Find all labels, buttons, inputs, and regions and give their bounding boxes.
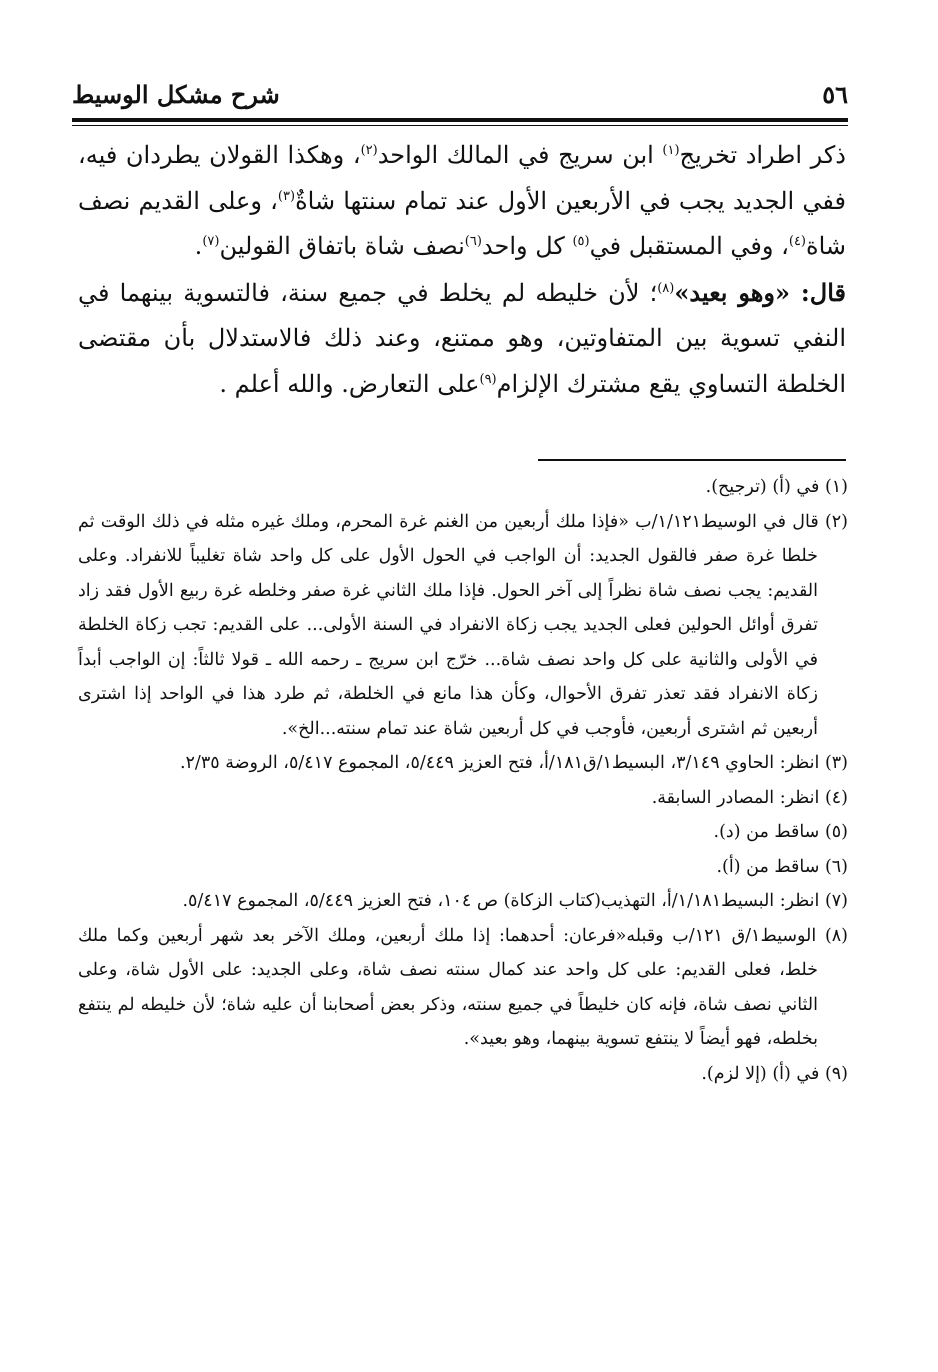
footnote-ref-7: (٧) [202,234,220,249]
header-rule-thick [72,118,848,122]
footnote-ref-9: (٩) [479,371,497,387]
footnote-6: (٦) ساقط من (أ). [716,856,848,877]
footnote-ref-8: (٨) [657,280,675,296]
footnote-3: (٣) انظر: الحاوي ٣/١٤٩، البسيط١/ق١٨١/أ، فتح العزيز ٥/٤٤٩، المجموع ٥/٤١٧، الروضة ٢/٣٥. [179,753,848,773]
footnote-1: (١) في (أ) (ترجيح). [705,477,848,497]
quote-lead: قال: «وهو بعيد» [674,277,846,307]
footnotes [78,470,848,1091]
footnote-ref-4: (٤) [788,234,806,249]
paragraph-1: ذكر اطراد تخريج$^{(١)}$ ابن سريج في المالك الواحد$^{(٢)}$، وهكذا القولان يطردان فيه، ففي الجديد يجب في الأربعين الأول عند تمام سنتها شاةٌ$^{(٣)}$، وعلى القديم نصف شاة$^{(٤)}$، وفي المستقبل في$^{(٥)}$ كل واحد$^{(٦)}$نصف شاة باتفاق القولين$^{(٧)}$. [78,141,846,260]
footnote-7: (٧) انظر: البسيط١/١٨١/أ، التهذيب(كتاب الزكاة) ص ١٠٤، فتح العزيز ٥/٤٤٩، المجموع ٥/٤١٧. [182,891,848,911]
footnote-separator [538,459,846,461]
footnote-ref-3: (٣) [277,188,296,204]
main-text [78,133,846,407]
header-rule-thin [72,125,848,126]
footnote-8: (٨) الوسيط١/ق ١٢١/ب وقبله«فرعان: أحدهما: إذا ملك أربعين، وملك الآخر بعد شهر أربعين وكما ملك خلط، فعلى القديم: على كل واحد عند كمال سنته نصف شاة، وعلى الجديد: على الأول شاة، وعلى الثاني نصف شاة، فإنه كان خليطاً في جميع سنته، وذكر بعض أصحابنا أن عليه شاة؛ لأن خليطه لم ينتفع بخلطه، فهو أيضاً لا ينتفع تسوية بينهما، وهو بعيد». [78,925,848,1049]
page-number: ٥٦ [822,80,848,109]
footnote-5: (٥) ساقط من (د). [713,822,848,842]
page-header [72,80,848,116]
footnote-4: (٤) انظر: المصادر السابقة. [651,787,848,808]
footnote-ref-2: (٢) [360,143,378,158]
footnote-9: (٩) في (أ) (إلا لزم). [701,1063,848,1084]
footnote-ref-1: (١) [662,143,680,158]
footnote-ref-5: (٥) [572,234,590,249]
paragraph-2: قال: «وهو بعيد»$^{(٨)}$؛ لأن خليطه لم يخلط في جميع سنة، فالتسوية بينهما في النفي تسوية بين المتفاوتين، وهو ممتنع، وعند ذلك فالاستدلال بأن مقتضى الخلطة التساوي يقع مشترك الإلزام$^{(٩)}$على التعارض. والله أعلم . [78,277,846,398]
running-title: شرح مشكل الوسيط [72,80,280,109]
footnote-2: (٢) قال في الوسيط١/١٢١/ب «فإذا ملك أربعين من الغنم غرة المحرم، وملك غيره مثله في ذلك الوقت ثم خلطا غرة صفر فالقول الجديد: أن الواجب في الحول الأول على كل واحد شاة تغليباً للانفراد. وعلى القديم: يجب نصف شاة نظراً إلى آخر الحول. فإذا ملك الثاني غرة صفر وخلطه غرة ربيع الأول فقد زاد تفرق أوائل الحولين فعلى الجديد يجب زكاة الانفراد في السنة الأولى... على القديم: تجب زكاة الخلطة في الأولى والثانية على كل واحد نصف شاة... خرّج ابن سريج ـ رحمه الله ـ قولا ثالثاً: إن الواجب أبداً زكاة الانفراد فقد تعذر تفرق الأحوال، وكأن هذا مانع في الخلطة، ثم طرد هذا في الواحد إذا اشترى أربعين ثم اشترى أربعين، فأوجب في كل أربعين شاة عند تمام سنته...الخ». [78,511,848,739]
footnote-ref-6: (٦) [464,234,482,249]
